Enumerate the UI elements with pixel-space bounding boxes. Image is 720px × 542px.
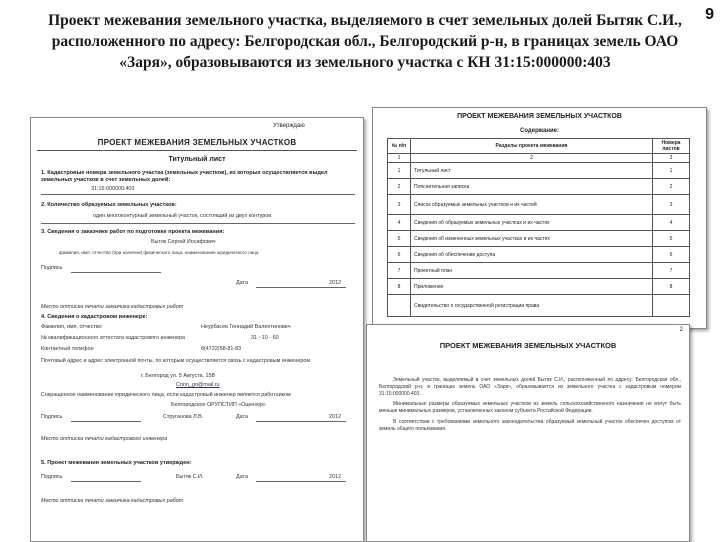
table-cell: 2 <box>411 154 653 163</box>
explanatory-sheet <box>366 324 690 542</box>
table-header-row <box>388 139 690 154</box>
table-cell: 8 <box>388 279 411 295</box>
table-cell: 4 <box>653 215 690 231</box>
contents-table <box>387 138 690 317</box>
stamp-label-3: Место оттиска печати заказчика кадастровых работ <box>41 498 184 504</box>
table-cell: 7 <box>388 263 411 279</box>
section-1-value: 31:15:000000:403 <box>91 186 135 192</box>
table-cell: Сведения об образуемых земельных участках и их частях <box>411 215 653 231</box>
contents-label: Содержание: <box>520 128 559 134</box>
signature-line <box>71 421 141 422</box>
date-label: Дата <box>236 414 248 420</box>
address-value: г. Белгород ул. 5 Августа, 15В <box>141 373 216 379</box>
table-row <box>388 195 690 215</box>
page-number: 2 <box>679 327 683 333</box>
signer-1: Струганова Л.В. <box>163 414 204 420</box>
table-cell: Проектный план <box>411 263 653 279</box>
table-cell: Сведения об измененных земельных участках и их частях <box>411 231 653 247</box>
fio-value: Неурбасев Геннадий Валентинович <box>201 324 291 330</box>
table-cell: 1 <box>653 163 690 179</box>
table-cell: 5 <box>388 231 411 247</box>
table-cell: 1 <box>388 154 411 163</box>
section-3-caption: фамилия, имя, отчество (при наличии) физического лица, наименование юридического лица <box>59 250 259 255</box>
title-sheet-subtitle: Титульный лист <box>168 156 226 163</box>
table-cell: 1 <box>388 163 411 179</box>
sign-label: Подпись <box>41 414 63 420</box>
date-label: Дата <box>236 474 248 480</box>
signature-line <box>71 272 161 273</box>
table-cell: 6 <box>388 247 411 263</box>
section-3-value: Бытяк Сергей Иосифович <box>151 239 216 245</box>
title-sheet-heading: ПРОЕКТ МЕЖЕВАНИЯ ЗЕМЕЛЬНЫХ УЧАСТКОВ <box>97 138 297 147</box>
fio-label: Фамилия, имя, отчество <box>41 324 102 330</box>
date-line <box>256 287 346 288</box>
address-label: Почтовый адрес и адрес электронной почты, по которым осуществляется связь с кадастровым инженером <box>41 358 311 364</box>
stamp-label-2: Место оттиска печати кадастрового инженера <box>41 436 168 442</box>
section-5-label: 5. Проект межевания земельных участков утвержден: <box>41 460 192 466</box>
paragraph: Земельный участок, выделяемый в счет земельных долей Бытяк С.И., расположенный по адресу: Белгородская обл., Белгородский р-н, в границах земель ОАО «Заря», образовывается из земельного участка с кадастровым номером 31:15:000000:403. <box>379 377 681 397</box>
table-cell: 2 <box>388 179 411 195</box>
org-value: Белгородское ОРУПСТИП «Оцензор» <box>171 402 266 408</box>
contents-sheet <box>372 107 707 329</box>
table-cell: 3 <box>653 195 690 215</box>
slide-title: Проект межевания земельного участка, выделяемого в счет земельных долей Бытяк С.И., расположенного по адресу: Белгородская обл., Белгородский р-н, в границах земель ОАО «Заря», образовываются из земельного участка с КН 31:15:000000:403 <box>48 12 682 71</box>
table-cell: 5 <box>653 231 690 247</box>
date-line <box>256 421 346 422</box>
email-value: Cnnn_go@mail.ru <box>176 382 220 388</box>
table-cell <box>388 295 411 317</box>
column-header: Разделы проекта межевания <box>411 139 653 154</box>
column-header: № п/п <box>388 139 411 154</box>
table-row <box>388 163 690 179</box>
divider <box>37 150 357 151</box>
table-cell: 3 <box>388 195 411 215</box>
date-year: 2012 <box>329 414 341 420</box>
table-cell: 4 <box>388 215 411 231</box>
date-line <box>256 481 346 482</box>
explanatory-body <box>379 377 681 437</box>
section-1-label: 1. Кадастровые номера земельного участка (земельных участков), из которых осуществляется выдел земельных участков в счет земельных долей: <box>41 170 328 183</box>
table-row <box>388 179 690 195</box>
signature-line <box>71 481 141 482</box>
contents-heading: ПРОЕКТ МЕЖЕВАНИЯ ЗЕМЕЛЬНЫХ УЧАСТКОВ <box>457 113 622 120</box>
title-sheet <box>30 117 364 542</box>
table-cell: Сведения об обеспечении доступа <box>411 247 653 263</box>
table-cell: Приложение <box>411 279 653 295</box>
date-year: 2012 <box>329 280 341 286</box>
signer-2: Бытяк С.И. <box>176 474 204 480</box>
org-label: Сокращенное наименование юридического лица, если кадастровый инженер является работником <box>41 392 291 398</box>
paragraph: Минимальные размеры образуемых земельных участков из земель сельскохозяйственного назначения не могут быть меньше минимальных размеров, установленных законом субъекта Российской Федерации. <box>379 401 681 415</box>
section-2-value: один многоконтурный земельный участок, состоящий из двух контуров <box>93 213 272 219</box>
table-cell: Список образуемых земельных участков и их частей <box>411 195 653 215</box>
table-row <box>388 231 690 247</box>
date-label: Дата <box>236 280 248 286</box>
divider <box>41 223 355 224</box>
table-cell: Титульный лист <box>411 163 653 179</box>
table-cell: 6 <box>653 247 690 263</box>
stamp-label: Место оттиска печати заказчика кадастровых работ <box>41 304 184 310</box>
table-cell: 8 <box>653 279 690 295</box>
table-row <box>388 263 690 279</box>
phone-value: 8(4722)58-81-83 <box>201 346 242 352</box>
column-header: Номера листов <box>653 139 690 154</box>
table-row <box>388 247 690 263</box>
paragraph: В соответствии с требованиями земельного законодательства образуемый земельный участок обеспечен доступом от земель общего пользования. <box>379 418 681 432</box>
table-cell: Пояснительная записка <box>411 179 653 195</box>
date-year: 2012 <box>329 474 341 480</box>
section-2-label: 2. Количество образуемых земельных участков: <box>41 202 177 208</box>
table-cell: Свидетельство о государственной регистрации права <box>411 295 653 317</box>
table-row <box>388 215 690 231</box>
section-4-label: 4. Сведения о кадастровом инженере: <box>41 314 148 320</box>
phone-label: Контактный телефон <box>41 346 94 352</box>
table-cell: 2 <box>653 179 690 195</box>
section-3-label: 3. Сведения о заказчике работ по подготовке проекта межевания: <box>41 229 225 235</box>
divider <box>41 194 355 195</box>
cert-label: № квалификационного аттестата кадастрового инженера <box>41 335 186 341</box>
cert-value: 31 - 10 - 60 <box>251 335 279 341</box>
table-cell <box>653 295 690 317</box>
sign-label: Подпись <box>41 265 63 271</box>
table-cell: 7 <box>653 263 690 279</box>
explanatory-heading: ПРОЕКТ МЕЖЕВАНИЯ ЗЕМЕЛЬНЫХ УЧАСТКОВ <box>439 341 617 350</box>
table-row <box>388 279 690 295</box>
table-row <box>388 154 690 163</box>
sign-label: Подпись <box>41 474 63 480</box>
approve-label: Утверждаю <box>273 123 305 129</box>
table-row <box>388 295 690 317</box>
slide-number: 9 <box>705 6 714 23</box>
table-cell: 3 <box>653 154 690 163</box>
